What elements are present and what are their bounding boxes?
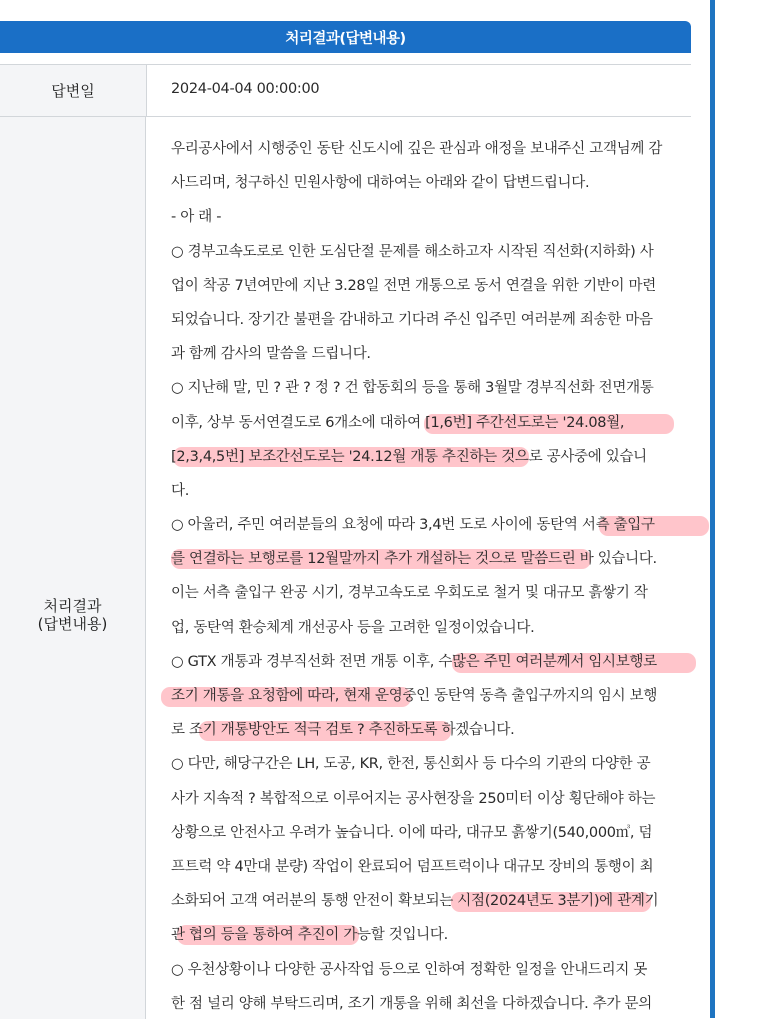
answer-line: ○ 아울러, 주민 여러분들의 요청에 따라 3,4번 도로 사이에 동탄역 서측 출입구: [171, 508, 691, 542]
answer-line: 소화되어 고객 여러분의 통행 안전이 확보되는 시점(2024년도 3분기)에 관계기: [171, 884, 691, 918]
answer-line: 로 조기 개통방안도 적극 검토 ? 추진하도록 하겠습니다.: [171, 713, 691, 747]
reply-date-row: [0, 65, 691, 117]
answer-line: 우리공사에서 시행중인 동탄 신도시에 깊은 관심과 애정을 보내주신 고객님께 감: [171, 141, 663, 157]
right-margin: [715, 0, 773, 1018]
answer-table: [0, 64, 691, 1019]
answer-line: 사드리며, 청구하신 민원사항에 대하여는 아래와 같이 답변드립니다.: [171, 175, 590, 192]
answer-line: 되었습니다. 장기간 불편을 감내하고 기다려 주신 입주민 여러분께 죄송한 마음: [171, 311, 653, 328]
answer-line: 사가 지속적 ? 복합적으로 이루어지는 공사현장을 250미터 이상 횡단해야 하는: [171, 790, 656, 807]
answer-line: ○ 우천상황이나 다양한 공사작업 등으로 인하여 정확한 일정을 안내드리지 못: [171, 961, 648, 978]
answer-line: ○ 경부고속도로로 인한 도심단절 문제를 해소하고자 시작된 직선화(지하화) 사: [171, 243, 654, 260]
answer-line: 상황으로 안전사고 우려가 높습니다. 이에 따라, 대규모 흙쌓기(540,000㎥, 덤: [171, 824, 653, 841]
answer-line: ○ 지난해 말, 민 ? 관 ? 정 ? 건 합동회의 등을 통해 3월말 경부직선화 전면개통: [171, 380, 654, 397]
answer-line: 업이 착공 7년여만에 지난 3.28일 전면 개통으로 동서 연결을 위한 기반이 마련: [171, 277, 656, 294]
section-header: [0, 21, 691, 53]
answer-line: 업, 동탄역 환승체계 개선공사 등을 고려한 일정이었습니다.: [171, 619, 535, 636]
answer-line: 과 함께 감사의 말씀을 드립니다.: [171, 346, 371, 363]
answer-line: 조기 개통을 요청함에 따라, 현재 운영중인 동탄역 동측 출입구까지의 임시 보행: [171, 679, 691, 713]
answer-line: ○ GTX 개통과 경부직선화 전면 개통 이후, 수많은 주민 여러분께서 임시보행로: [171, 645, 691, 679]
answer-text: [171, 132, 691, 1021]
answer-line: 프트럭 약 4만대 분량) 작업이 완료되어 덤프트럭이나 대규모 장비의 통행이 최: [171, 858, 654, 875]
answer-line: 이는 서측 출입구 완공 시기, 경부고속도로 우회도로 철거 및 대규모 흙쌓기 작: [171, 585, 648, 602]
answer-line: 한 점 널리 양해 부탁드리며, 조기 개통을 위해 최선을 다하겠습니다. 추가 문의: [171, 995, 652, 1012]
answer-line: 관 협의 등을 통하여 추진이 가능할 것입니다.: [171, 927, 448, 944]
answer-line: ○ 다만, 해당구간은 LH, 도공, KR, 한전, 통신회사 등 다수의 기관의 다양한 공: [171, 756, 651, 773]
reply-date-value: 2024-04-04 00:00:00: [171, 81, 320, 97]
reply-date-cell: [171, 65, 691, 116]
result-label-line2: (답변내용): [37, 615, 108, 633]
answer-line: 다.: [171, 482, 190, 499]
result-label-line1: 처리결과: [43, 597, 102, 615]
result-row: [0, 117, 691, 1019]
result-content: [171, 117, 691, 1019]
answer-line: 를 연결하는 보행로를 12월말까지 추가 개설하는 것으로 말씀드린 바 있습니다.: [171, 551, 657, 568]
reply-date-label: 답변일: [0, 65, 147, 116]
answer-line: [2,3,4,5번] 보조간선도로는 '24.12월 개통 추진하는 것으로 공사중에 있습니: [171, 448, 647, 465]
section-header-title: 처리결과(답변내용): [285, 30, 406, 47]
result-label: [0, 117, 146, 1019]
answer-line: - 아 래 -: [171, 209, 222, 226]
answer-line: 이후, 상부 동서연결도로 6개소에 대하여 [1,6번] 주간선도로는 '24.08월,: [171, 406, 691, 440]
